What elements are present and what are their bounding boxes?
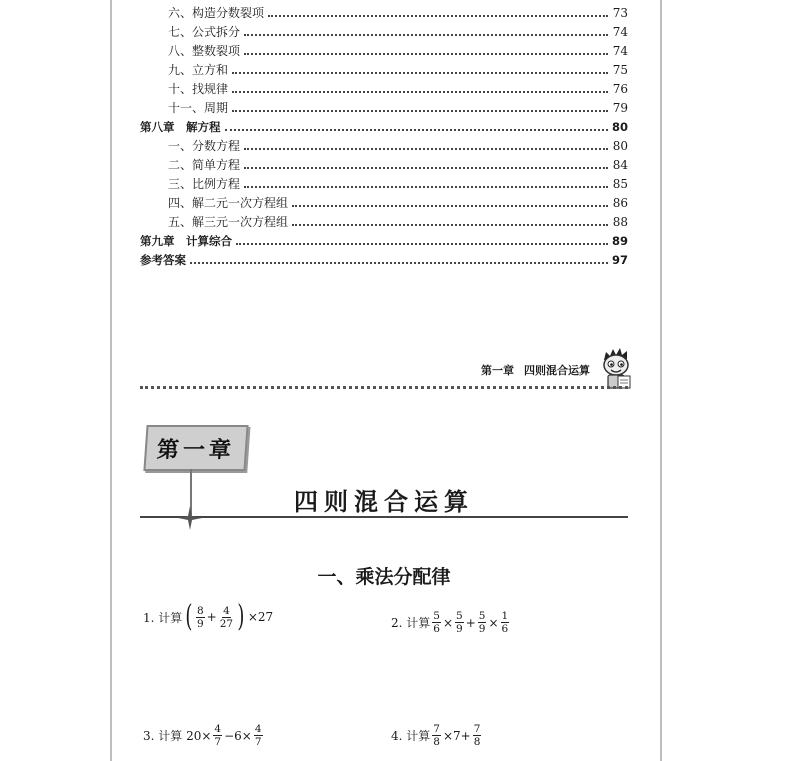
running-head <box>471 362 590 378</box>
toc-row-title: 八、整数裂项 <box>168 44 241 58</box>
toc-leader-dots <box>232 110 608 112</box>
toc-row-title: 第八章 解方程 <box>140 120 221 134</box>
toc-row-title: 第九章 计算综合 <box>140 234 232 248</box>
header-dotted-rule <box>140 386 628 389</box>
problem-4 <box>390 723 482 748</box>
numerator: 8 <box>196 604 204 617</box>
table-of-contents <box>140 0 628 300</box>
numerator: 5 <box>456 610 463 622</box>
toc-row[interactable] <box>140 135 628 153</box>
problem-1-tail: ×27 <box>247 610 274 624</box>
toc-row-page: 85 <box>612 177 628 191</box>
problem-2 <box>390 610 510 635</box>
toc-row-page: 74 <box>612 25 628 39</box>
toc-row[interactable] <box>140 21 628 39</box>
denominator: 27 <box>219 617 234 630</box>
toc-row-page: 80 <box>612 139 628 153</box>
fraction <box>432 723 441 748</box>
chapter-badge: 第一章 <box>143 425 248 471</box>
toc-row-title: 参考答案 <box>140 253 186 267</box>
running-head-chapter: 第一章 <box>481 364 514 377</box>
toc-row-page: 75 <box>612 63 628 77</box>
toc-row-title: 五、解三元一次方程组 <box>168 215 289 229</box>
toc-row-title: 六、构造分数裂项 <box>168 6 265 20</box>
operator: × <box>488 615 499 630</box>
numerator: 7 <box>433 723 440 735</box>
toc-leader-dots <box>244 186 608 188</box>
toc-row[interactable] <box>140 192 628 210</box>
toc-row[interactable] <box>140 97 628 115</box>
fraction <box>478 610 487 635</box>
title-rule <box>140 516 628 518</box>
numerator: 5 <box>478 610 486 622</box>
problem-3-prefix: 3. 计算 20× <box>143 729 212 743</box>
fraction <box>219 605 234 630</box>
sparkle-star-icon <box>178 506 202 530</box>
toc-row[interactable] <box>140 211 628 229</box>
running-head-title: 四则混合运算 <box>524 364 590 377</box>
fraction <box>254 723 263 748</box>
problem-3 <box>142 723 264 748</box>
toc-row-page: 97 <box>611 253 628 267</box>
toc-row[interactable] <box>140 59 628 77</box>
toc-row-page: 88 <box>612 215 628 229</box>
numerator: 4 <box>214 723 222 735</box>
toc-leader-dots <box>225 129 608 131</box>
problem-2-prefix: 2. 计算 <box>391 616 431 630</box>
problem-4-prefix: 4. 计算 <box>391 729 431 743</box>
denominator: 9 <box>478 623 486 635</box>
section-heading: 一、乘法分配律 <box>317 566 451 588</box>
left-paren: ( <box>185 599 193 634</box>
toc-row-title: 一、分数方程 <box>168 139 241 153</box>
numerator: 5 <box>433 610 440 622</box>
chapter-page <box>140 340 628 761</box>
denominator: 7 <box>214 736 222 748</box>
toc-leader-dots <box>236 243 608 245</box>
denominator: 9 <box>456 623 463 635</box>
denominator: 6 <box>433 623 440 635</box>
fraction <box>501 610 510 635</box>
toc-row-page: 73 <box>612 6 628 20</box>
toc-row-title: 十、找规律 <box>168 82 229 96</box>
denominator: 8 <box>433 736 440 748</box>
numerator: 1 <box>501 610 509 622</box>
toc-row-page: 84 <box>612 158 628 172</box>
toc-row[interactable] <box>140 173 628 191</box>
toc-row-page: 76 <box>612 82 628 96</box>
fraction <box>455 610 464 635</box>
toc-leader-dots <box>190 262 608 264</box>
toc-row-page: 80 <box>611 120 628 134</box>
operator: × <box>442 615 454 630</box>
toc-leader-dots <box>244 148 608 150</box>
toc-leader-dots <box>292 224 608 226</box>
toc-row[interactable] <box>140 78 628 96</box>
denominator: 7 <box>254 736 262 748</box>
fraction <box>432 610 441 635</box>
toc-leader-dots <box>292 205 608 207</box>
toc-row-title: 四、解二元一次方程组 <box>168 196 289 210</box>
toc-row[interactable] <box>140 2 628 20</box>
toc-leader-dots <box>244 34 608 36</box>
toc-row[interactable] <box>140 154 628 172</box>
toc-row-page: 89 <box>611 234 628 248</box>
fraction <box>213 723 222 748</box>
toc-row-page: 86 <box>612 196 628 210</box>
toc-leader-dots <box>244 167 608 169</box>
problem-1-prefix: 1. 计算 <box>143 610 183 625</box>
mascot-boy-icon <box>596 346 636 390</box>
operator: + <box>206 610 217 624</box>
operator: −6× <box>224 728 252 743</box>
denominator: 8 <box>473 736 481 748</box>
numerator: 4 <box>254 723 262 735</box>
toc-row-title: 九、立方和 <box>168 63 229 77</box>
numerator: 7 <box>473 723 481 735</box>
toc-row-title: 七、公式拆分 <box>168 25 241 39</box>
denominator: 6 <box>501 623 509 635</box>
fraction <box>196 605 205 630</box>
chapter-title: 四则混合运算 <box>294 488 474 516</box>
toc-leader-dots <box>244 53 608 55</box>
denominator: 9 <box>196 617 204 630</box>
toc-row-title: 二、简单方程 <box>168 158 241 172</box>
toc-row-chapter[interactable] <box>140 230 628 248</box>
toc-leader-dots <box>232 72 608 74</box>
fraction <box>473 723 482 748</box>
toc-row-title: 十一、周期 <box>168 101 229 115</box>
numerator: 4 <box>223 604 230 617</box>
toc-row-title: 三、比例方程 <box>168 177 241 191</box>
toc-leader-dots <box>232 91 608 93</box>
toc-row-chapter[interactable] <box>140 116 628 134</box>
toc-row-page: 79 <box>612 101 628 115</box>
toc-leader-dots <box>268 15 608 17</box>
operator: ×7+ <box>442 728 471 743</box>
operator: + <box>465 615 476 630</box>
right-paren: ) <box>237 599 245 634</box>
problem-1 <box>142 599 274 634</box>
toc-row-chapter[interactable] <box>140 249 628 267</box>
toc-row[interactable] <box>140 40 628 58</box>
toc-row-page: 74 <box>612 44 628 58</box>
